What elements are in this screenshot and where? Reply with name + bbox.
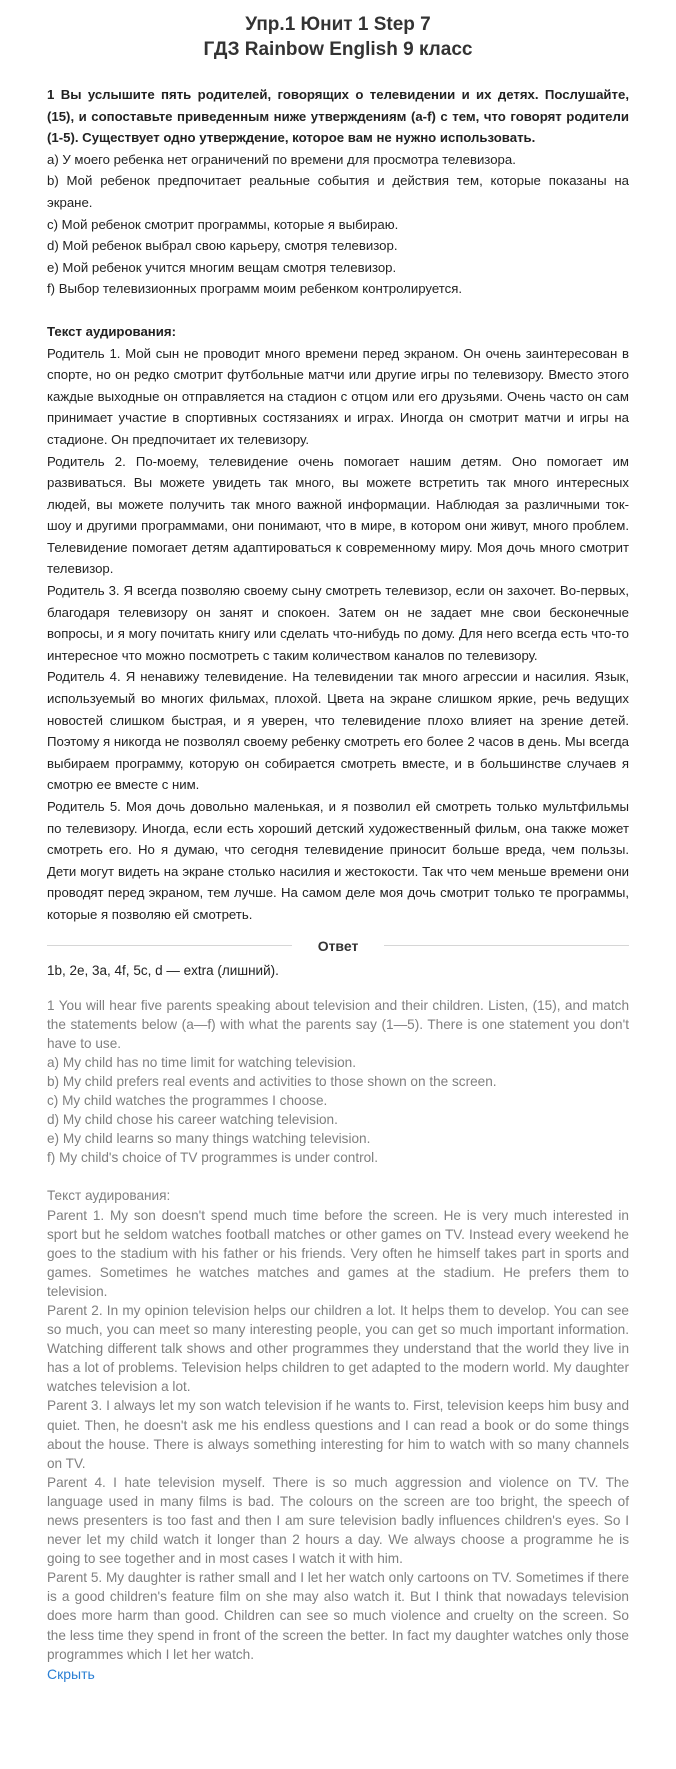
task-instruction-ru: 1 Вы услышите пять родителей, говорящих о телевидении и их детях. Послушайте, (15), и сопоставьте приведенным ниже утверждениям (a-f) с тем, что говорят родители (1-5). Существует одно утверждение, которое вам не нужно использовать.	[47, 87, 629, 146]
task-instruction-en: 1 You will hear five parents speaking about television and their children. Listen, (15), and match the statements below (a—f) with what the parents say (1—5). There is one statement you don't have to use.	[47, 997, 629, 1051]
statement-en-f: f) My child's choice of TV programmes is under control.	[47, 1150, 378, 1166]
hide-link[interactable]: Скрыть	[47, 1665, 95, 1682]
answer-text: 1b, 2e, 3a, 4f, 5c, d — extra (лишний).	[47, 962, 279, 978]
parent-ru-4: Родитель 4. Я ненавижу телевидение. На телевидении так много агрессии и насилия. Язык, используемый во многих фильмах, плохой. Цвета на экране слишком яркие, речь ведущих новостей слишком быстрая, и я уверен, что телевидение плохо влияет на зрение детей. Поэтому я никогда не позволял своему ребенку смотреть его более 2 часов в день. Мы всегда выбираем программу, которую он собирается смотреть вместе, и в большинстве случаев я смотрю ее вместе с ним.	[47, 669, 629, 793]
parent-en-2: Parent 2. In my opinion television helps our children a lot. It helps them to develop. You can see so much, you can meet so many interesting people, you can get so much important information. Watching different talk shows and other programmes they understand that the world they live in has a lot of problems. Television helps children to get adapted to the modern world. My daughter watches television a lot.	[47, 1302, 629, 1395]
page-header	[47, 12, 629, 62]
page-title: Упр.1 Юнит 1 Step 7	[245, 14, 431, 35]
transcript-heading-en: Текст аудирования:	[47, 1188, 171, 1204]
answer-heading: Ответ	[317, 937, 359, 954]
spacer	[47, 1167, 629, 1186]
task-russian	[47, 84, 629, 926]
statement-ru-d: d) Мой ребенок выбрал свою карьеру, смотря телевизор.	[47, 238, 398, 254]
statement-en-a: a) My child has no time limit for watching television.	[47, 1054, 356, 1070]
statement-en-d: d) My child chose his career watching television.	[47, 1112, 338, 1128]
parent-ru-5: Родитель 5. Моя дочь довольно маленькая, и я позволил ей смотреть только мультфильмы по телевизору. Иногда, если есть хороший детский художественный фильм, она также может смотреть его. Но я думаю, что сегодня телевидение приносит больше вреда, чем пользы. Дети могут видеть на экране столько насилия и жестокости. Так что чем меньше времени они проводят перед экраном, тем лучше. На самом деле моя дочь смотрит только те программы, которые я позволяю ей смотреть.	[47, 799, 629, 922]
statement-ru-f: f) Выбор телевизионных программ моим ребенком контролируется.	[47, 281, 463, 297]
spacer	[47, 300, 629, 321]
parent-en-3: Parent 3. I always let my son watch television if he wants to. First, television keeps him busy and quiet. Then, he doesn't ask me his endless questions and I can read a book or do some things about the house. There is always something interesting for him to watch with so many channels on TV.	[47, 1398, 629, 1471]
statement-ru-c: с) Мой ребенок смотрит программы, которые я выбираю.	[47, 216, 399, 232]
divider-line-left	[47, 945, 292, 946]
statement-ru-b: b) Мой ребенок предпочитает реальные события и действия тем, которые показаны на экране.	[47, 173, 629, 210]
task-english	[47, 996, 629, 1664]
parent-en-5: Parent 5. My daughter is rather small and I let her watch only cartoons on TV. Sometimes if there is a good children's feature film on she may also watch it. But I think that nowadays television does more harm than good. Children can see so much violence and cruelty on the screen. So the less time they spend in front of the screen the better. In fact my daughter watches only those programmes which I let her watch.	[47, 1570, 629, 1662]
statement-en-e: e) My child learns so many things watching television.	[47, 1131, 371, 1147]
parent-ru-2: Родитель 2. По-моему, телевидение очень помогает нашим детям. Оно помогает им развиваться. Вы можете увидеть так много, вы можете встретить так много интересных людей, вы можете получить так много важной информации. Наблюдая за различными ток-шоу и другими программами, они понимают, что в мире, в котором они живут, много проблем. Телевидение помогает детям адаптироваться к современному миру. Моя дочь много смотрит телевизор.	[47, 453, 629, 577]
statement-en-b: b) My child prefers real events and activities to those shown on the screen.	[47, 1073, 497, 1089]
statement-ru-a: а) У моего ребенка нет ограничений по времени для просмотра телевизора.	[47, 151, 516, 167]
statement-en-c: c) My child watches the programmes I choose.	[47, 1093, 328, 1109]
page-subtitle: ГДЗ Rainbow English 9 класс	[203, 39, 473, 60]
statement-ru-e: е) Мой ребенок учится многим вещам смотря телевизор.	[47, 259, 397, 275]
answer-divider	[47, 938, 629, 954]
divider-line-right	[384, 945, 629, 946]
parent-ru-3: Родитель 3. Я всегда позволяю своему сыну смотреть телевизор, если он захочет. Во-первых, благодаря телевизору он занят и спокоен. Затем он не задает мне свои бесконечные вопросы, и я могу почитать книгу или сделать что-нибудь по дому. Для него всегда есть что-то интересное что можно посмотреть с таким количеством каналов по телевизору.	[47, 583, 629, 663]
parent-en-1: Parent 1. My son doesn't spend much time before the screen. He is very much interested in sport but he seldom watches football matches or other games on TV. Instead every weekend he goes to the stadium with his father or his friends. Very often he himself takes part in sports and games. Sometimes he watches matches and games at the stadium. He prefers them to television.	[47, 1207, 629, 1299]
parent-en-4: Parent 4. I hate television myself. There is so much aggression and violence on TV. The language used in many films is bad. The colours on the screen are too bright, the speech of news presenters is too fast and then I am sure television badly influences children's eyes. So I never let my child watch it longer than 2 hours a day. We always choose a programme he is going to see together and in most cases I watch it with him.	[47, 1474, 629, 1567]
parent-ru-1: Родитель 1. Мой сын не проводит много времени перед экраном. Он очень заинтересован в спорте, но он редко смотрит футбольные матчи или другие игры по телевизору. Вместо этого каждые выходные он отправляется на стадион с отцом или его друзьями. Очень часто он сам принимает участие в спортивных состязаниях и играх. Иногда он смотрит матчи и игры на стадионе. Он предпочитает их телевизору.	[47, 345, 629, 447]
transcript-heading-ru: Текст аудирования:	[47, 323, 176, 339]
